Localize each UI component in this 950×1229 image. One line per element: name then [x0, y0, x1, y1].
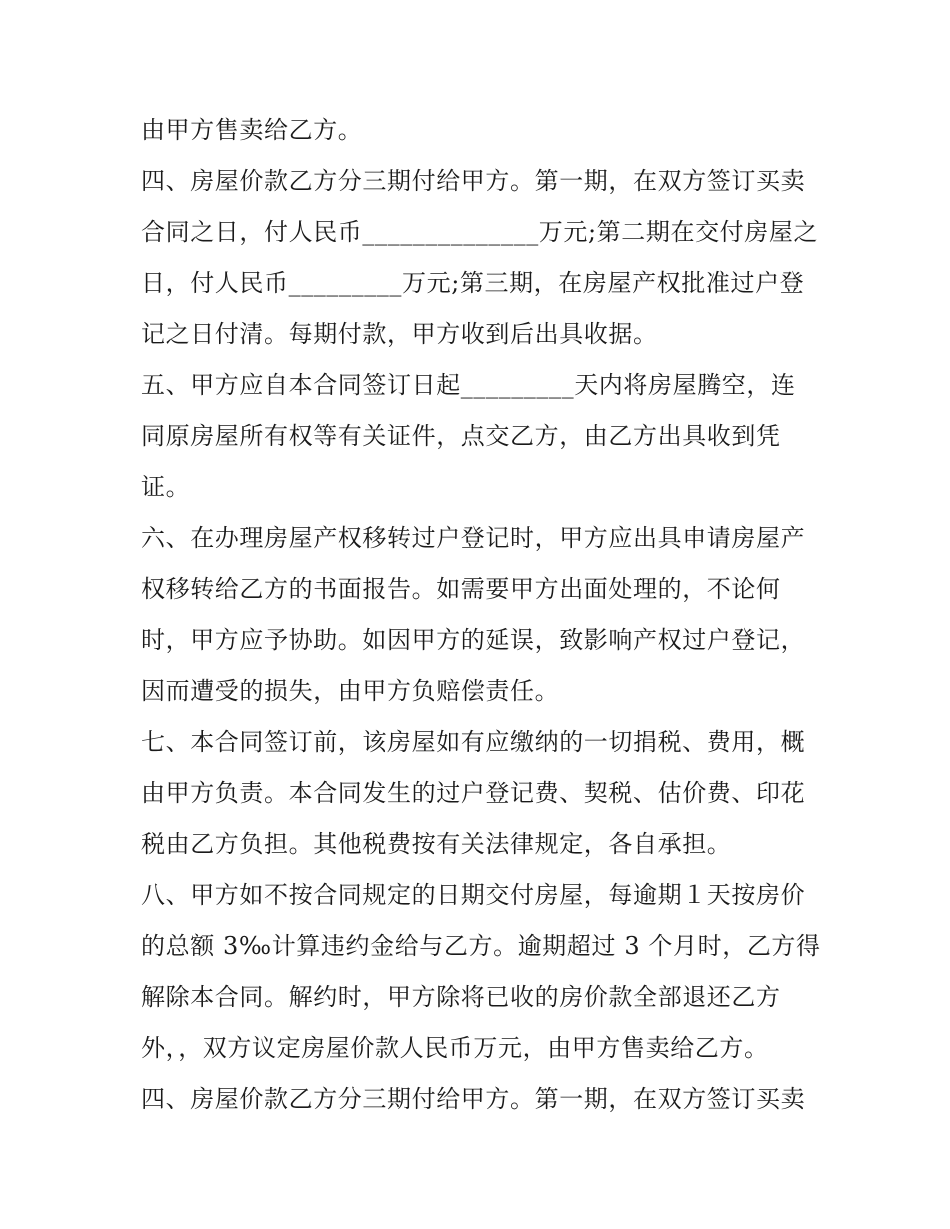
text-line: 合同之日，付人民币______________万元;第二期在交付房屋之 — [141, 218, 819, 246]
text-line: 时，甲方应予协助。如因甲方的延误，致影响产权过户登记， — [141, 626, 806, 654]
text-line: 记之日付清。每期付款，甲方收到后出具收据。 — [141, 320, 658, 348]
contract-text-body — [141, 105, 821, 1125]
text-line: 日，付人民币_________万元;第三期，在房屋产权批准过户登 — [141, 269, 805, 297]
text-line: 证。 — [141, 473, 191, 501]
text-line: 五、甲方应自本合同签订日起_________天内将房屋腾空，连 — [141, 371, 796, 399]
text-line: 由甲方售卖给乙方。 — [141, 116, 363, 144]
text-line: 四、房屋价款乙方分三期付给甲方。第一期，在双方签订买卖 — [141, 1085, 806, 1113]
text-line: 权移转给乙方的书面报告。如需要甲方出面处理的，不论何 — [141, 575, 781, 603]
text-line: 解除本合同。解约时，甲方除将已收的房价款全部退还乙方 — [141, 983, 781, 1011]
text-line: 因而遭受的损失，由甲方负赔偿责任。 — [141, 677, 560, 705]
text-line: 八、甲方如不按合同规定的日期交付房屋，每逾期１天按房价 — [141, 881, 806, 909]
text-line: 的总额 3‰计算违约金给与乙方。逾期超过 3 个月时，乙方得 — [141, 932, 821, 960]
text-line: 税由乙方负担。其他税费按有关法律规定，各自承担。 — [141, 830, 732, 858]
text-line: 六、在办理房屋产权移转过户登记时，甲方应出具申请房屋产 — [141, 524, 806, 552]
text-line: 四、房屋价款乙方分三期付给甲方。第一期，在双方签订买卖 — [141, 167, 806, 195]
text-line: 同原房屋所有权等有关证件，点交乙方，由乙方出具收到凭 — [141, 422, 781, 450]
text-line: 七、本合同签订前，该房屋如有应缴纳的一切捐税、费用，概 — [141, 728, 806, 756]
text-line: 外，，双方议定房屋价款人民币万元，由甲方售卖给乙方。 — [141, 1034, 769, 1062]
text-line: 由甲方负责。本合同发生的过户登记费、契税、估价费、印花 — [141, 779, 806, 807]
